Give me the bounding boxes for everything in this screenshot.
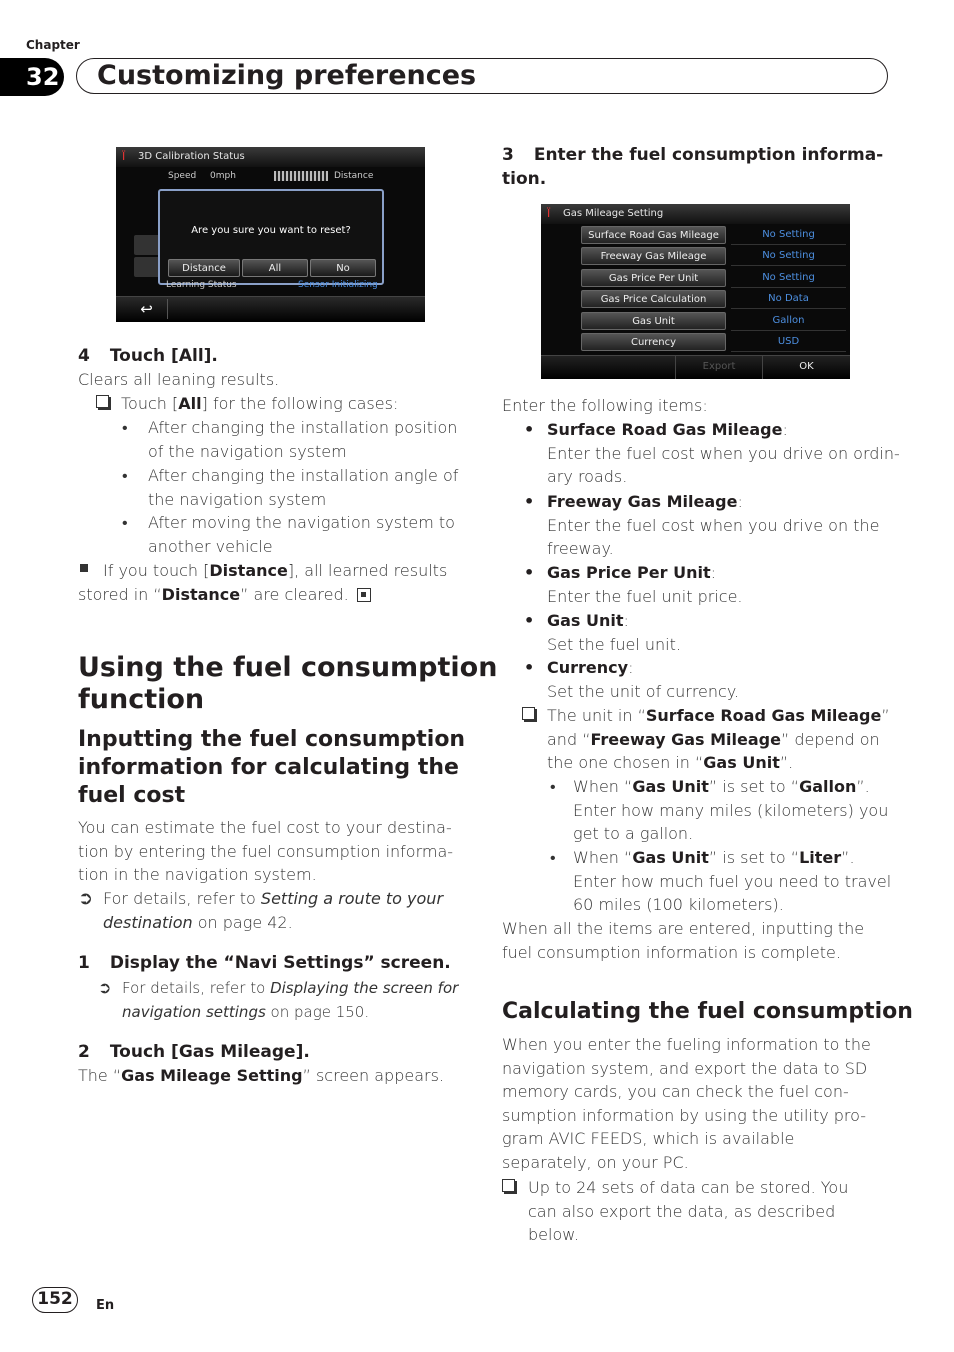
gas-row-freeway[interactable]: Freeway Gas Mileage No Setting — [581, 247, 846, 265]
end-mark-icon — [357, 588, 371, 602]
note-checkbox-icon — [502, 1179, 515, 1192]
brand-logo-icon: Ï — [122, 150, 126, 163]
note-checkbox-icon — [522, 707, 535, 720]
gas-row-calculation[interactable]: Gas Price Calculation No Data — [581, 290, 846, 308]
gas-row-surface[interactable]: Surface Road Gas Mileage No Setting — [581, 226, 846, 244]
reference-arrow-icon: ➲ — [98, 978, 112, 997]
note-checkbox-icon — [96, 395, 109, 408]
note1: Touch [All] for the following cases: — [121, 394, 399, 413]
calc-text: When you enter the fueling information to the navigation system, and export the data to SD memory cards, you can check the fuel con- sumption information by using the utility pro- gram AVIC FEEDS, which is available separately, on your PC. — [502, 1035, 871, 1172]
bullet-2: After changing the installation angle of the navigation system — [148, 466, 459, 509]
chapter-title: Customizing preferences — [76, 58, 888, 94]
reference-2: For details, refer to Displaying the screen for navigation settings on page 150. — [122, 979, 459, 1021]
bullet-dot: • — [524, 492, 535, 511]
chapter-label: Chapter — [26, 38, 80, 52]
step-1: 1 Display the “Navi Settings” screen. — [78, 953, 451, 973]
distance-note: If you touch [Distance], all learned results stored in “Distance” are cleared. — [78, 561, 448, 604]
reference-1: For details, refer to Setting a route to your destination on page 42. — [103, 889, 444, 932]
gas-mileage-screen — [541, 204, 850, 379]
gallon-note: When “Gas Unit” is set to “Gallon”. Enter how many miles (kilometers) you get to a gallon. — [573, 777, 889, 844]
bullet-dot: • — [524, 658, 535, 677]
speed-label: Speed — [168, 171, 197, 181]
reference-arrow-icon: ➲ — [78, 888, 94, 909]
bullet-3: After moving the navigation system to another vehicle — [148, 513, 455, 556]
item-freeway: Freeway Gas Mileage: Enter the fuel cost when you drive on the freeway. — [547, 492, 880, 559]
unit-note: The unit in “Surface Road Gas Mileage” and “Freeway Gas Mileage” depend on the one chosen in “Gas Unit”. — [547, 706, 890, 773]
speed-gauge — [274, 171, 328, 181]
enter-items-text: Enter the following items: — [502, 396, 708, 415]
item-gas-unit: Gas Unit: Set the fuel unit. — [547, 611, 681, 654]
page-number: 152 — [32, 1287, 78, 1313]
reset-dialog — [158, 189, 384, 285]
bullet-dot: • — [524, 563, 535, 582]
step-2: 2 Touch [Gas Mileage]. — [78, 1042, 310, 1062]
distance-button[interactable]: Distance — [168, 259, 240, 277]
step-3: 3 Enter the fuel consumption informa- tion. — [502, 145, 884, 189]
learning-status: Learning Status — [166, 280, 237, 290]
calc-note: Up to 24 sets of data can be stored. You can also export the data, as described below. — [528, 1178, 849, 1245]
bullet-dot: • — [550, 777, 556, 796]
chapter-number: 32 — [0, 58, 64, 96]
item-surface: Surface Road Gas Mileage: Enter the fuel cost when you drive on ordin- ary roads. — [547, 420, 900, 487]
bullet-dot: • — [524, 611, 535, 630]
step2-text: The “Gas Mileage Setting” screen appears. — [78, 1066, 444, 1085]
calc-heading: Calculating the fuel consumption — [502, 999, 913, 1024]
bullet-dot: • — [524, 420, 535, 439]
all-button[interactable]: All — [242, 259, 308, 277]
back-arrow-icon[interactable]: ↩ — [126, 299, 168, 319]
liter-note: When “Gas Unit” is set to “Liter”. Enter how much fuel you need to travel 60 miles (100 kilometers). — [573, 848, 892, 915]
bullet-dot: • — [122, 466, 128, 485]
gas-row-currency[interactable]: Currency USD — [581, 333, 846, 351]
brand-logo-icon: Ï — [547, 207, 551, 220]
bullet-dot: • — [122, 418, 128, 437]
bullet-dot: • — [122, 513, 128, 532]
section-heading: Using the fuel consumption function — [78, 652, 498, 715]
gas-row-unit[interactable]: Gas Unit Gallon — [581, 312, 846, 330]
item-currency: Currency: Set the unit of currency. — [547, 658, 740, 701]
gas-row-price[interactable]: Gas Price Per Unit No Setting — [581, 269, 846, 287]
speed-value: 0mph — [210, 171, 236, 181]
gas-mileage-title: Gas Mileage Setting — [541, 204, 850, 224]
bullet-dot: • — [550, 848, 556, 867]
intro-text: You can estimate the fuel cost to your destina- tion by entering the fuel consumption informa- tion in the navigation system. — [78, 818, 454, 885]
complete-text: When all the items are entered, inputting the fuel consumption information is complete. — [502, 919, 865, 962]
calibration-title: 3D Calibration Status — [116, 147, 425, 167]
item-price: Gas Price Per Unit: Enter the fuel unit price. — [547, 563, 743, 606]
step4-text: Clears all leaning results. — [78, 370, 280, 389]
language-label: En — [96, 1298, 115, 1313]
dialog-text: Are you sure you want to reset? — [191, 225, 351, 236]
calibration-screen — [116, 147, 425, 322]
step-4: 4 Touch [All]. — [78, 346, 218, 366]
subsection-heading: Inputting the fuel consumption information for calculating the fuel cost — [78, 727, 466, 808]
bullet-1: After changing the installation position of the navigation system — [148, 418, 458, 461]
sensor-status: Sensor Initializing — [298, 280, 378, 290]
export-button[interactable]: Export — [675, 355, 763, 379]
no-button[interactable]: No — [310, 259, 376, 277]
ok-button[interactable]: OK — [799, 361, 814, 372]
distance-label: Distance — [334, 171, 374, 181]
